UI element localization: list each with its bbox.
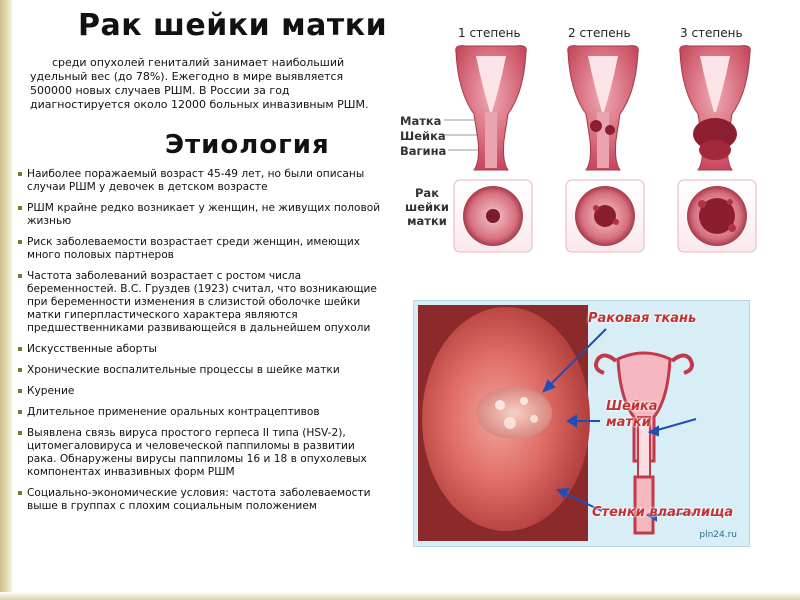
stage-label-1: 1 степень xyxy=(458,26,521,40)
uterus-stage-1 xyxy=(456,46,527,170)
cervix-view-stage-3 xyxy=(678,180,756,252)
label-uterus: Матка xyxy=(400,114,442,128)
list-item: Риск заболеваемости возрастает среди женщин, имеющих много половых партнеров xyxy=(18,236,383,262)
slide-title: Рак шейки матки xyxy=(78,8,388,43)
stages-illustration xyxy=(396,22,768,262)
paper-edge-decoration xyxy=(0,0,12,600)
list-item: Искусственные аборты xyxy=(18,343,383,356)
section-subtitle: Этиология xyxy=(165,130,330,160)
tumor-figure xyxy=(413,300,750,547)
intro-paragraph: среди опухолей гениталий занимает наибольший удельный вес (до 78%). Ежегодно в мире выявляется 500000 новых случаев РШМ. В России за год диагностируется около 12000 больных инвазивным РШМ. xyxy=(30,56,369,111)
cervix-view-stage-2 xyxy=(566,180,644,252)
list-item: Хронические воспалительные процессы в шейке матки xyxy=(18,364,383,377)
uterus-stage-2 xyxy=(568,46,639,170)
etiology-list xyxy=(18,168,383,521)
stage-label-2: 2 степень xyxy=(568,26,631,40)
list-item: Частота заболеваний возрастает с ростом числа беременностей. В.С. Груздев (1923) считал, что возникающие при беременности изменения в слизистой оболочке шейки матки гиперпластического характера являются предшественниками развивающейся в дальнейшем опухоли xyxy=(18,270,383,335)
uterus-stage-3 xyxy=(680,46,751,170)
paper-bottom-decoration xyxy=(0,592,800,600)
list-item: Наиболее поражаемый возраст 45-49 лет, но были описаны случаи РШМ у девочек в детском возрасте xyxy=(18,168,383,194)
label-cervix: Шейка xyxy=(400,129,446,143)
cervix-view-stage-1 xyxy=(454,180,532,252)
callout-cervix: Шейка матки xyxy=(606,399,658,430)
callout-vaginal-walls: Стенки влагалища xyxy=(592,505,734,520)
list-item: Длительное применение оральных контрацептивов xyxy=(18,406,383,419)
label-vagina: Вагина xyxy=(400,144,447,158)
label-cervical-cancer: Рак шейки матки xyxy=(405,186,449,228)
list-item: РШМ крайне редко возникает у женщин, не живущих половой жизнью xyxy=(18,202,383,228)
stage-label-3: 3 степень xyxy=(680,26,743,40)
stages-figure xyxy=(396,22,768,262)
list-item: Выявлена связь вируса простого герпеса II типа (HSV-2), цитомегаловируса и человеческой паппиломы в развитии рака. Обнаружены вирусы паппиломы 16 и 18 в опухолевых компонентах инвазивных форм РШМ xyxy=(18,427,383,479)
watermark: pln24.ru xyxy=(699,530,737,540)
list-item: Социально-экономические условия: частота заболеваемости выше в группах с плохим социальным положением xyxy=(18,487,383,513)
list-item: Курение xyxy=(18,385,383,398)
callout-tumor-tissue: Раковая ткань xyxy=(588,311,697,326)
